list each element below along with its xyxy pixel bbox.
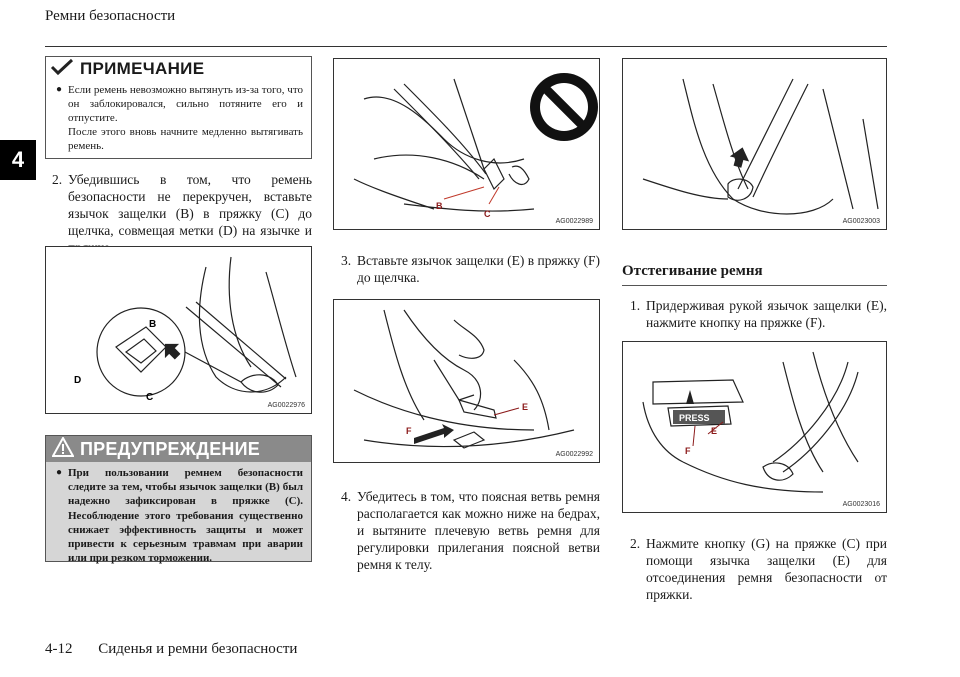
warning-box bbox=[45, 435, 312, 565]
fig1-label-b: B bbox=[149, 319, 157, 330]
note-header bbox=[46, 57, 311, 81]
figure-pull-shoulder-belt bbox=[622, 58, 887, 230]
figure-4-illustration bbox=[623, 59, 887, 230]
unfasten-step-1-text: Придерживая рукой язычок защелки (E), нажмите кнопку на пряжке (F). bbox=[646, 298, 887, 330]
fig1-label-d: D bbox=[74, 375, 82, 386]
note-text-1: Если ремень невозможно вытянуть из-за того, что он заблокировался, сильно потяните его и отпустите. bbox=[68, 84, 303, 124]
fig1-label-c: C bbox=[146, 392, 154, 403]
figure-2-code: AG0022989 bbox=[555, 218, 593, 225]
footer-page-number: 4-12 bbox=[45, 641, 73, 657]
section-rule bbox=[622, 285, 887, 286]
section-title: Отстегивание ремня bbox=[622, 263, 763, 279]
fig2-label-b: B bbox=[436, 201, 443, 211]
step-4 bbox=[341, 488, 600, 573]
figure-lap-insertion bbox=[333, 299, 600, 463]
chapter-tab[interactable]: 4 bbox=[0, 140, 36, 180]
footer-title: Сиденья и ремни безопасности bbox=[98, 641, 298, 657]
step-4-number: 4. bbox=[341, 489, 352, 504]
page-footer bbox=[45, 641, 297, 658]
warning-triangle-icon bbox=[52, 437, 74, 462]
note-title: ПРИМЕЧАНИЕ bbox=[80, 59, 205, 78]
press-button-label: PRESS bbox=[679, 413, 710, 423]
warning-header bbox=[46, 436, 311, 462]
note-check-icon bbox=[50, 58, 74, 81]
unfasten-step-2-number: 2. bbox=[630, 536, 641, 551]
step-3-text: Вставьте язычок защелки (E) в пряжку (F) до щелчка. bbox=[357, 253, 600, 285]
header-rule bbox=[45, 46, 887, 47]
bullet-dot-icon: ● bbox=[56, 467, 63, 478]
unfasten-step-2-text: Нажмите кнопку (G) на пряжке (C) при помощи язычка защелки (E) для отсоединения ремня безопасности от пряжки. bbox=[646, 536, 887, 602]
figure-buckle-insert bbox=[45, 246, 312, 414]
note-bullet bbox=[56, 83, 303, 125]
note-box bbox=[45, 56, 312, 159]
page-header-title: Ремни безопасности bbox=[45, 8, 176, 24]
note-text-2: После этого вновь начните медленно вытягивать ремень. bbox=[68, 126, 303, 152]
step-2-text: Убедившись в том, что ремень безопасности не перекручен, вставьте язычок защелки (B) в пряжку (C) до щелчка, совмещая метки (D) на язычке и bbox=[68, 172, 312, 238]
figure-press-release bbox=[622, 341, 887, 513]
figure-1-code: AG0022976 bbox=[267, 402, 305, 409]
warning-bullet bbox=[56, 466, 303, 565]
step-3-number: 3. bbox=[341, 253, 352, 268]
step-3 bbox=[341, 252, 600, 286]
figure-1-illustration bbox=[46, 247, 312, 414]
warning-title: ПРЕДУПРЕЖДЕНИЕ bbox=[80, 438, 260, 459]
bullet-dot-icon: ● bbox=[56, 84, 63, 95]
unfasten-step-1-number: 1. bbox=[630, 298, 641, 313]
step-2-number: 2. bbox=[52, 172, 63, 187]
figure-5-code: AG0023016 bbox=[842, 501, 880, 508]
fig3-label-e: E bbox=[522, 402, 529, 412]
figure-4-code: AG0023003 bbox=[842, 218, 880, 225]
fig5-label-e: E bbox=[711, 426, 718, 436]
fig3-label-f: F bbox=[406, 426, 412, 436]
figure-3-code: AG0022992 bbox=[555, 451, 593, 458]
unfasten-step-2 bbox=[630, 535, 887, 603]
step-4-text: Убедитесь в том, что поясная ветвь ремня располагается как можно ниже на бедрах, и вытяните плечевую ветвь ремня для регулировки прилегания поясной ветви ремня к телу. bbox=[357, 489, 600, 572]
warning-text: При пользовании ремнем безопасности следите за тем, чтобы язычок защелки (B) был надежно зафиксирован в пряжке (C). Несоблюдение этого требования существенно снижает эффективность защиты и может привести к серьезным травмам при аварии или при резком торможении. bbox=[68, 467, 303, 565]
unfasten-step-1 bbox=[630, 297, 887, 331]
figure-5-illustration bbox=[623, 342, 887, 513]
fig2-label-c: C bbox=[484, 209, 491, 219]
figure-3-illustration bbox=[334, 300, 600, 463]
fig5-label-f: F bbox=[685, 446, 691, 456]
figure-2-illustration bbox=[334, 59, 600, 230]
figure-wrong-insertion bbox=[333, 58, 600, 230]
step-2 bbox=[52, 171, 312, 256]
